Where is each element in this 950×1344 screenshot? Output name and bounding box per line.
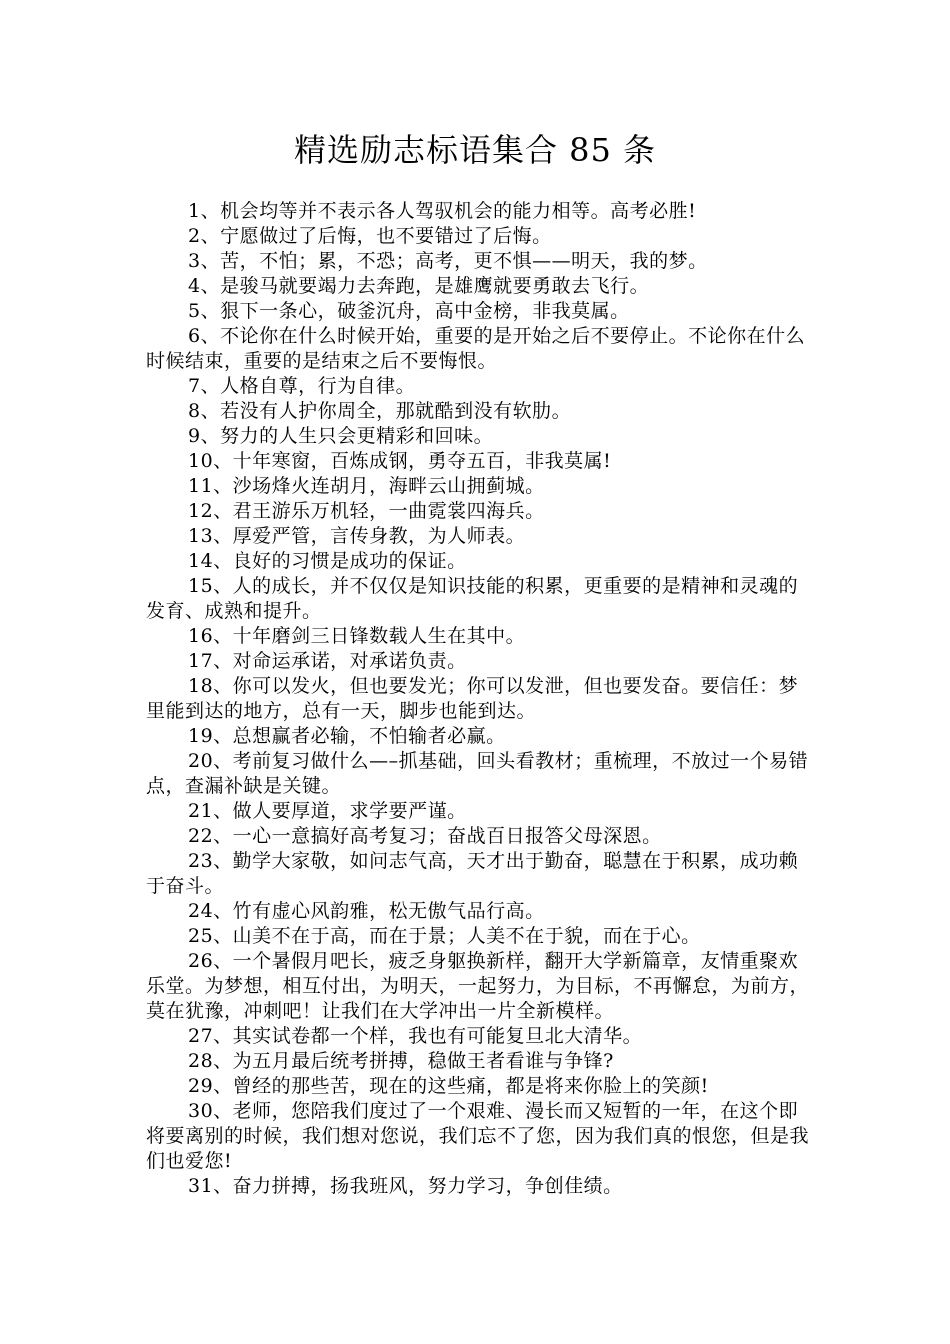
list-item: 21、做人要厚道，求学要严谨。 [188, 800, 467, 822]
list-item: 26、一个暑假月吧长，疲乏身躯换新样，翻开大学新篇章，友情重聚欢乐堂。为梦想，相互付出，为明天，一起努力，为目标，不再懈怠，为前方，莫在犹豫，冲刺吧！让我们在大学冲出一片全新模样。 [146, 950, 810, 1022]
list-item: 18、你可以发火，但也要发光；你可以发泄，但也要发奋。要信任：梦里能到达的地方，总有一天，脚步也能到达。 [146, 675, 799, 722]
list-item: 12、君王游乐万机轻，一曲霓裳四海兵。 [188, 500, 545, 522]
list-item: 19、总想赢者必输，不怕输者必赢。 [188, 725, 506, 747]
list-item: 20、考前复习做什么—–抓基础，回头看教材；重梳理，不放过一个易错点，查漏补缺是关键。 [146, 750, 809, 797]
list-item: 17、对命运承诺，对承诺负责。 [188, 650, 467, 672]
list-item: 4、是骏马就要竭力去奔跑，是雄鹰就要勇敢去飞行。 [188, 275, 650, 297]
list-item: 28、为五月最后统考拼搏，稳做王者看谁与争锋? [188, 1050, 614, 1072]
list-item: 25、山美不在于高，而在于景；人美不在于貌，而在于心。 [188, 925, 701, 947]
list-item: 9、努力的人生只会更精彩和回味。 [188, 425, 494, 447]
list-item: 3、苦，不怕；累，不恐；高考，更不惧——明天，我的梦。 [188, 250, 708, 272]
list-item: 22、一心一意搞好高考复习；奋战百日报答父母深恩。 [188, 825, 662, 847]
list-item: 2、宁愿做过了后悔，也不要错过了后悔。 [188, 225, 552, 247]
list-item: 16、十年磨剑三日锋数载人生在其中。 [188, 625, 526, 647]
list-item: 11、沙场烽火连胡月，海畔云山拥蓟城。 [188, 475, 545, 497]
list-item: 5、狠下一条心，破釜沉舟，高中金榜，非我莫属。 [188, 300, 630, 322]
list-item: 31、奋力拼搏，扬我班风，努力学习，争创佳绩。 [188, 1175, 623, 1197]
list-item: 7、人格自尊，行为自律。 [188, 375, 416, 397]
list-item: 29、曾经的那些苦，现在的这些痛，都是将来你脸上的笑颜! [188, 1075, 709, 1097]
slogan-list [146, 199, 816, 1199]
list-item: 13、厚爱严管，言传身教，为人师表。 [188, 525, 526, 547]
list-item: 15、人的成长，并不仅仅是知识技能的积累，更重要的是精神和灵魂的发育、成熟和提升。 [146, 575, 799, 622]
list-item: 8、若没有人护你周全，那就酷到没有软肋。 [188, 400, 572, 422]
page-title: 精选励志标语集合 85 条 [293, 131, 657, 169]
list-item: 10、十年寒窗，百炼成钢，勇夺五百，非我莫属! [188, 450, 612, 472]
list-item: 14、良好的习惯是成功的保证。 [188, 550, 467, 572]
list-item: 1、机会均等并不表示各人驾驭机会的能力相等。高考必胜! [188, 200, 697, 222]
list-item: 24、竹有虚心风韵雅，松无傲气品行高。 [188, 900, 545, 922]
list-item: 30、老师，您陪我们度过了一个艰难、漫长而又短暂的一年，在这个即将要离别的时候，我们想对您说，我们忘不了您，因为我们真的恨您，但是我们也爱您! [146, 1100, 810, 1172]
list-item: 23、勤学大家敬，如问志气高，天才出于勤奋，聪慧在于积累，成功赖于奋斗。 [146, 850, 799, 897]
list-item: 6、不论你在什么时候开始，重要的是开始之后不要停止。不论你在什么时候结束，重要的是结束之后不要悔恨。 [146, 325, 806, 372]
list-item: 27、其实试卷都一个样，我也有可能复旦北大清华。 [188, 1025, 643, 1047]
